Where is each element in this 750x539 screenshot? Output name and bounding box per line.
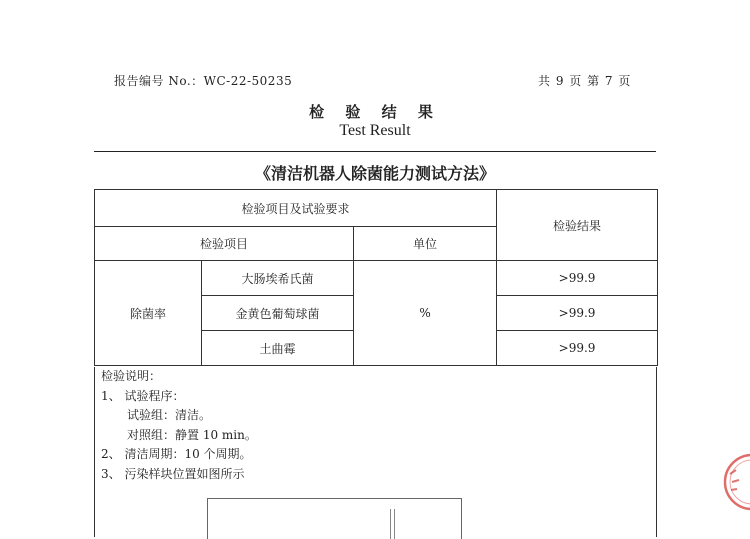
item-cell: 土曲霉 bbox=[202, 331, 354, 366]
official-seal-icon bbox=[722, 452, 750, 512]
item-cell: 金黄色葡萄球菌 bbox=[202, 296, 354, 331]
report-number: 报告编号 No.：WC-22-50235 bbox=[114, 74, 293, 88]
item-cell: 大肠埃希氏菌 bbox=[202, 261, 354, 296]
table-row bbox=[95, 261, 658, 296]
header-item-requirements: 检验项目及试验要求 bbox=[95, 190, 497, 227]
category-cell: 除菌率 bbox=[95, 261, 202, 366]
result-cell: >99.9 bbox=[497, 296, 658, 331]
table-header-row bbox=[95, 190, 658, 227]
sample-position-figure bbox=[207, 498, 462, 539]
header-item: 检验项目 bbox=[95, 227, 354, 261]
page-title-en: Test Result bbox=[339, 122, 411, 139]
header-unit: 单位 bbox=[354, 227, 497, 261]
figure-marker bbox=[390, 509, 395, 539]
notes-heading: 检验说明： bbox=[101, 369, 162, 383]
note-item: 2、 清洁周期：10 个周期。 bbox=[101, 447, 252, 461]
header-divider bbox=[94, 151, 656, 152]
note-item: 3、 污染样块位置如图所示 bbox=[101, 466, 245, 481]
unit-cell: % bbox=[354, 261, 497, 366]
page-count: 共 9 页 第 7 页 bbox=[538, 74, 632, 88]
result-cell: >99.9 bbox=[497, 331, 658, 366]
note-item: 试验组：清洁。 bbox=[127, 408, 212, 422]
result-cell: >99.9 bbox=[497, 261, 658, 296]
header-result: 检验结果 bbox=[497, 190, 658, 261]
page-title-cn: 检 验 结 果 bbox=[309, 103, 441, 121]
result-table bbox=[94, 189, 658, 366]
method-title: 《清洁机器人除菌能力测试方法》 bbox=[254, 164, 495, 183]
note-item: 对照组：静置 10 min。 bbox=[127, 427, 257, 442]
note-item: 1、 试验程序： bbox=[101, 388, 185, 403]
